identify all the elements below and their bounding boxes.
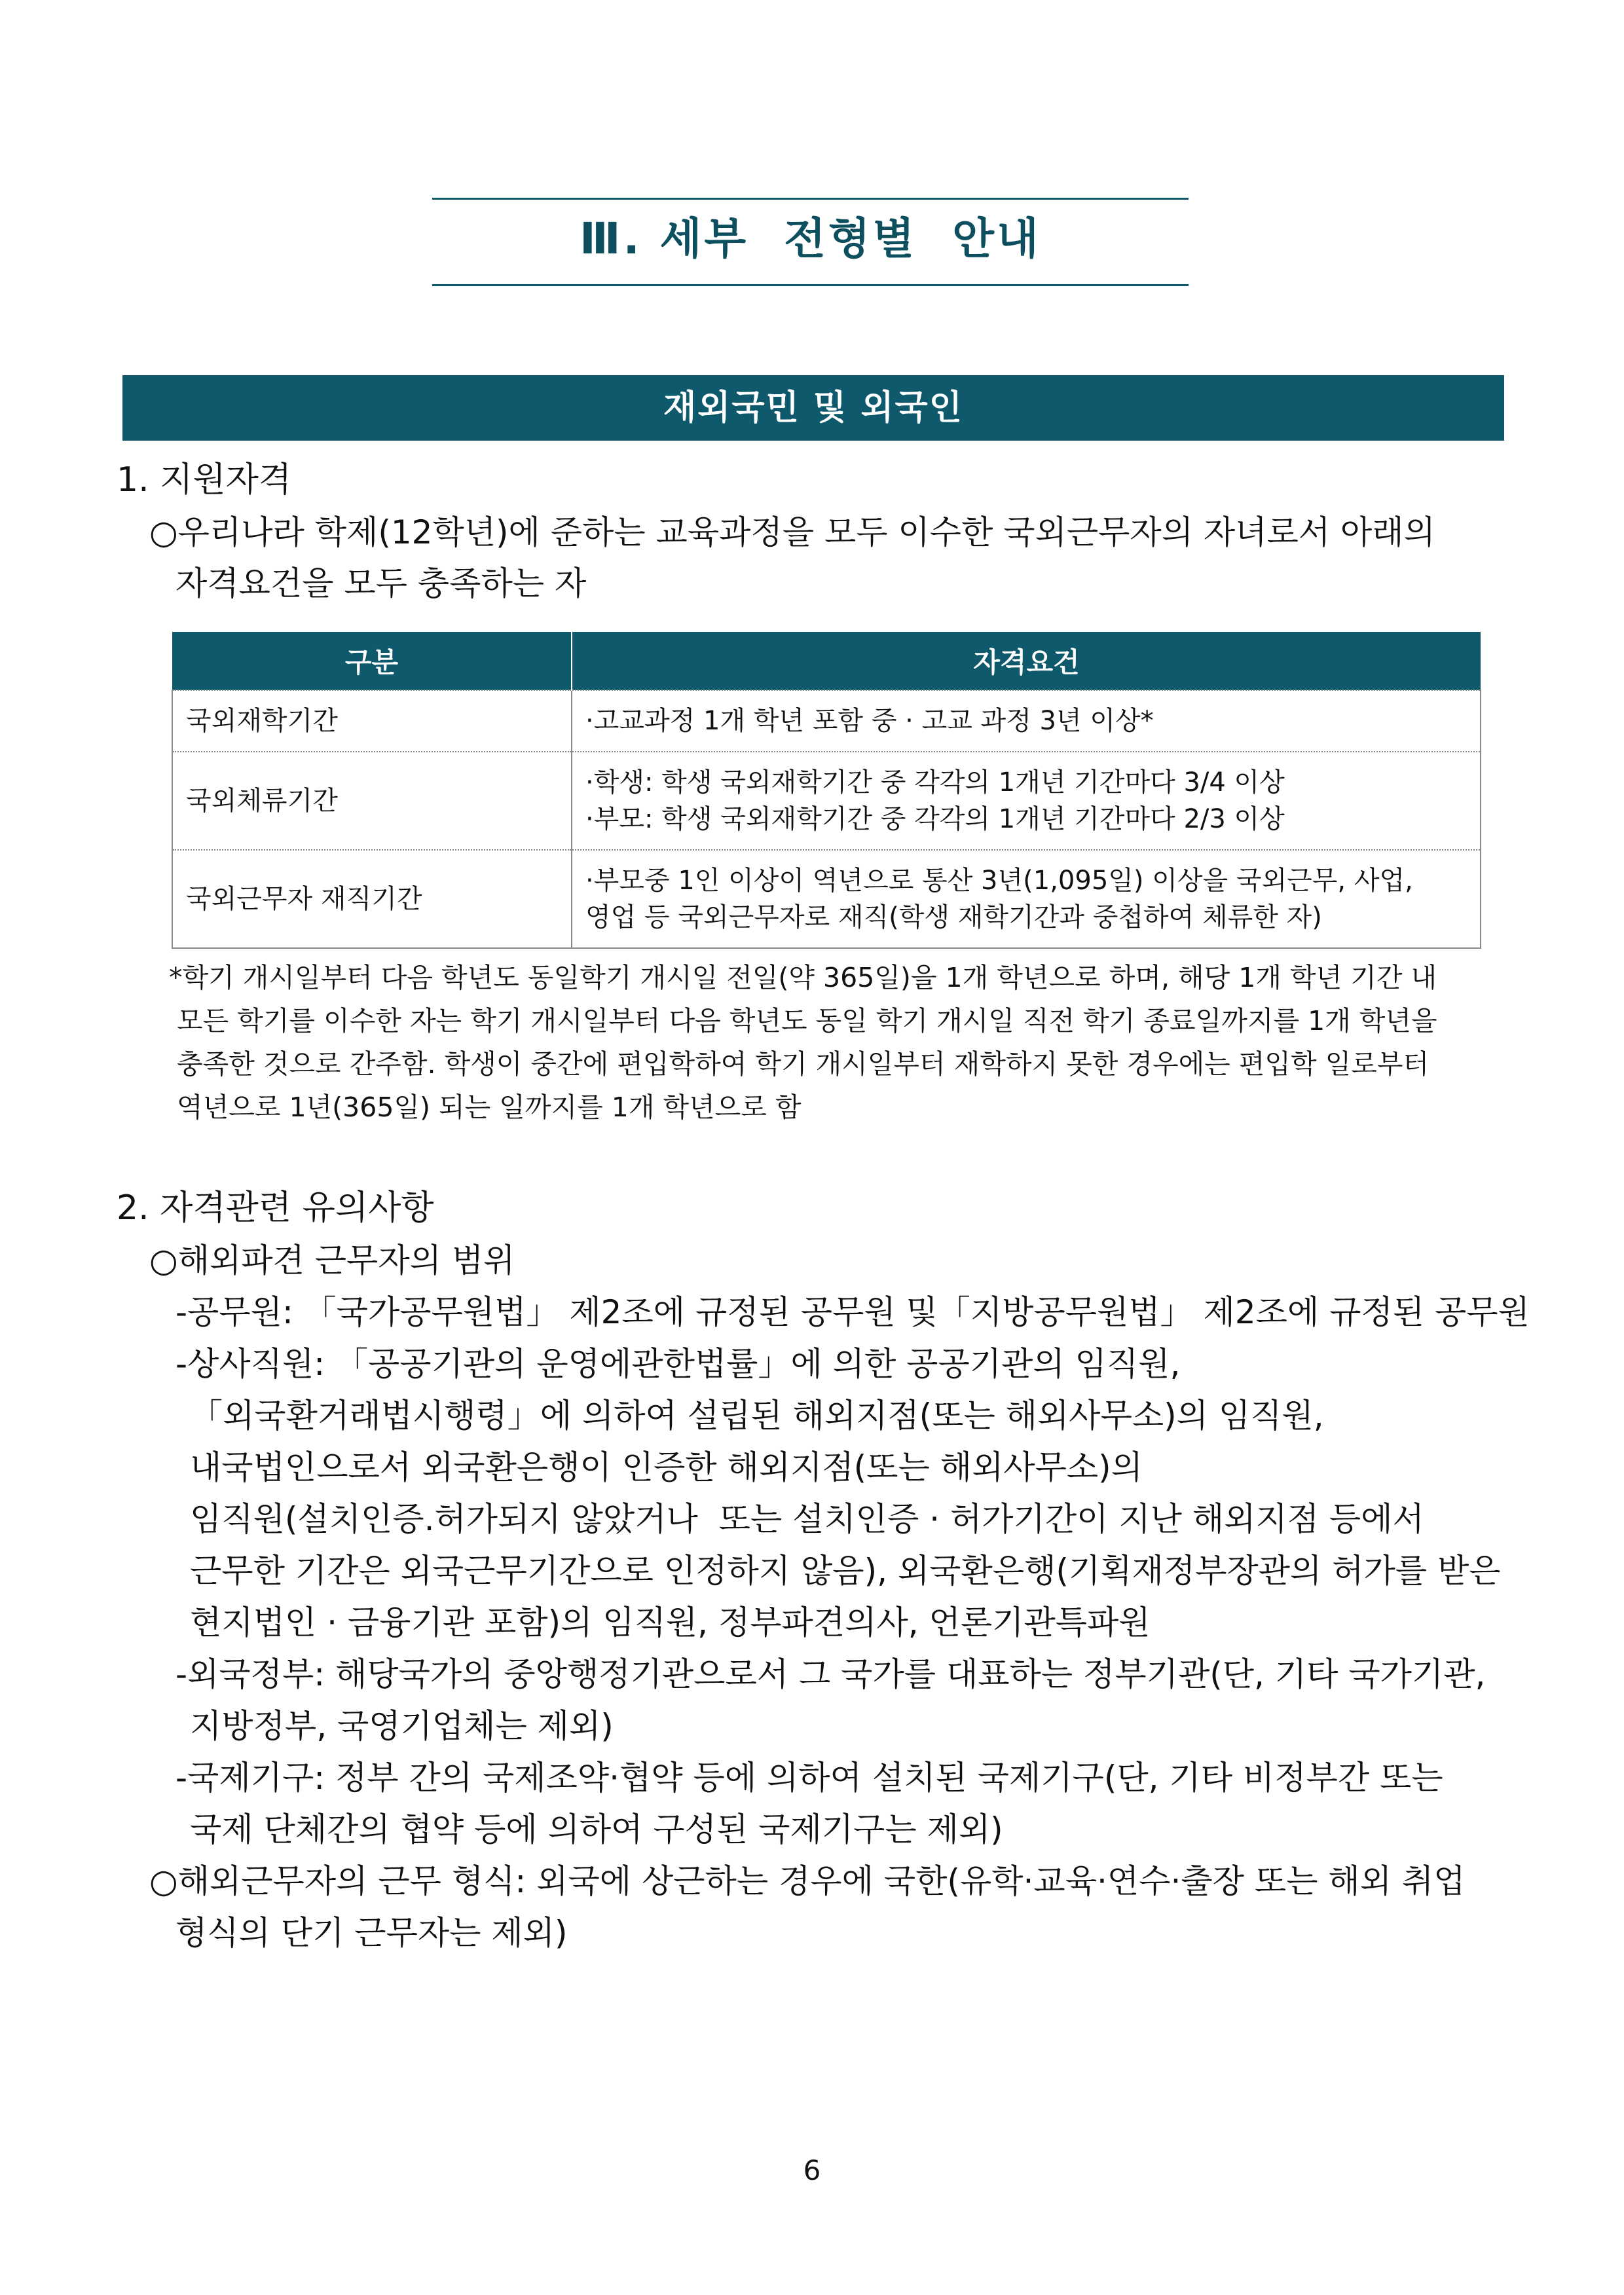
section-banner: 재외국민 및 외국인 [122,375,1504,441]
chapter-title-bottom-rule [432,284,1189,286]
item2-line: 「외국환거래법시행령」에 의하여 설립된 해외지점(또는 해외사무소)의 임직원, [190,1397,1324,1435]
item2-line: 지방정부, 국영기업체는 제외) [190,1707,614,1745]
table-row-label: 국외체류기간 [172,752,572,850]
table-row-label: 국외근무자 재직기간 [172,850,572,948]
table-row [172,690,1481,752]
table-row-label: 국외재학기간 [172,690,572,752]
item2-heading: 2. 자격관련 유의사항 [117,1188,434,1228]
item2-line: -국제기구: 정부 간의 국제조약·협약 등에 의하여 설치된 국제기구(단, 기타 비정부간 또는 [175,1759,1443,1797]
page-number: 6 [803,2154,821,2186]
item2-line: 임직원(설치인증.허가되지 않았거나 또는 설치인증 · 허가기간이 지난 해외지점 등에서 [190,1500,1424,1538]
item1-line: ○우리나라 학제(12학년)에 준하는 교육과정을 모두 이수한 국외근무자의 자녀로서 아래의 [149,513,1435,551]
item2-line: -공무원: 「국가공무원법」 제2조에 규정된 공무원 및「지방공무원법」 제2조에 규정된 공무원 [175,1293,1530,1331]
item2-line: ○해외근무자의 근무 형식: 외국에 상근하는 경우에 국한(유학·교육·연수·출장 또는 해외 취업 [149,1862,1466,1900]
requirement-line: 영업 등 국외근무자로 재직(학생 재학기간과 중첩하여 체류한 자) [585,902,1322,932]
item1-heading: 1. 지원자격 [117,460,292,500]
table-row-requirement [572,850,1481,948]
item2-line: 내국법인으로서 외국환은행이 인증한 해외지점(또는 해외사무소)의 [190,1448,1143,1486]
footnote-line: 모든 학기를 이수한 자는 학기 개시일부터 다음 학년도 동일 학기 개시일 직전 학기 종료일까지를 1개 학년을 [177,1005,1437,1037]
item2-line: ○해외파견 근무자의 범위 [149,1241,515,1279]
table-header-requirement: 자격요건 [572,632,1481,690]
table-row [172,850,1481,948]
item2-line: 현지법인 · 금융기관 포함)의 임직원, 정부파견의사, 언론기관특파원 [190,1604,1151,1642]
item2-line: 형식의 단기 근무자는 제외) [175,1914,568,1952]
footnote-line: *학기 개시일부터 다음 학년도 동일학기 개시일 전일(약 365일)을 1개 학년으로 하며, 해당 1개 학년 기간 내 [169,962,1437,993]
requirement-line: ·고교과정 1개 학년 포함 중 · 고교 과정 3년 이상* [585,706,1154,736]
table-row-requirement [572,690,1481,752]
item2-line: 국제 단체간의 협약 등에 의하여 구성된 국제기구는 제외) [190,1810,1003,1848]
table-row-requirement [572,752,1481,850]
requirement-line: ·학생: 학생 국외재학기간 중 각각의 1개년 기간마다 3/4 이상 [585,767,1285,798]
chapter-title-top-rule [432,198,1189,200]
table-header-category: 구분 [172,632,572,690]
footnote-line: 역년으로 1년(365일) 되는 일까지를 1개 학년으로 함 [177,1092,802,1123]
footnote-line: 충족한 것으로 간주함. 학생이 중간에 편입학하여 학기 개시일부터 재학하지 못한 경우에는 편입학 일로부터 [177,1048,1430,1080]
table-row [172,752,1481,850]
requirement-line: ·부모: 학생 국외재학기간 중 각각의 1개년 기간마다 2/3 이상 [585,804,1285,834]
requirements-table [172,632,1481,949]
item1-line: 자격요건을 모두 충족하는 자 [175,564,587,602]
item2-line: -상사직원: 「공공기관의 운영에관한법률」에 의한 공공기관의 임직원, [175,1345,1181,1383]
requirement-line: ·부모중 1인 이상이 역년으로 통산 3년(1,095일) 이상을 국외근무, 사업, [585,866,1413,896]
item2-line: -외국정부: 해당국가의 중앙행정기관으로서 그 국가를 대표하는 정부기관(단, 기타 국가기관, [175,1655,1486,1693]
item2-line: 근무한 기간은 외국근무기간으로 인정하지 않음), 외국환은행(기획재정부장관의 허가를 받은 [190,1552,1501,1590]
chapter-title: Ⅲ. 세부 전형별 안내 [580,213,1041,264]
table-header-row [172,632,1481,690]
